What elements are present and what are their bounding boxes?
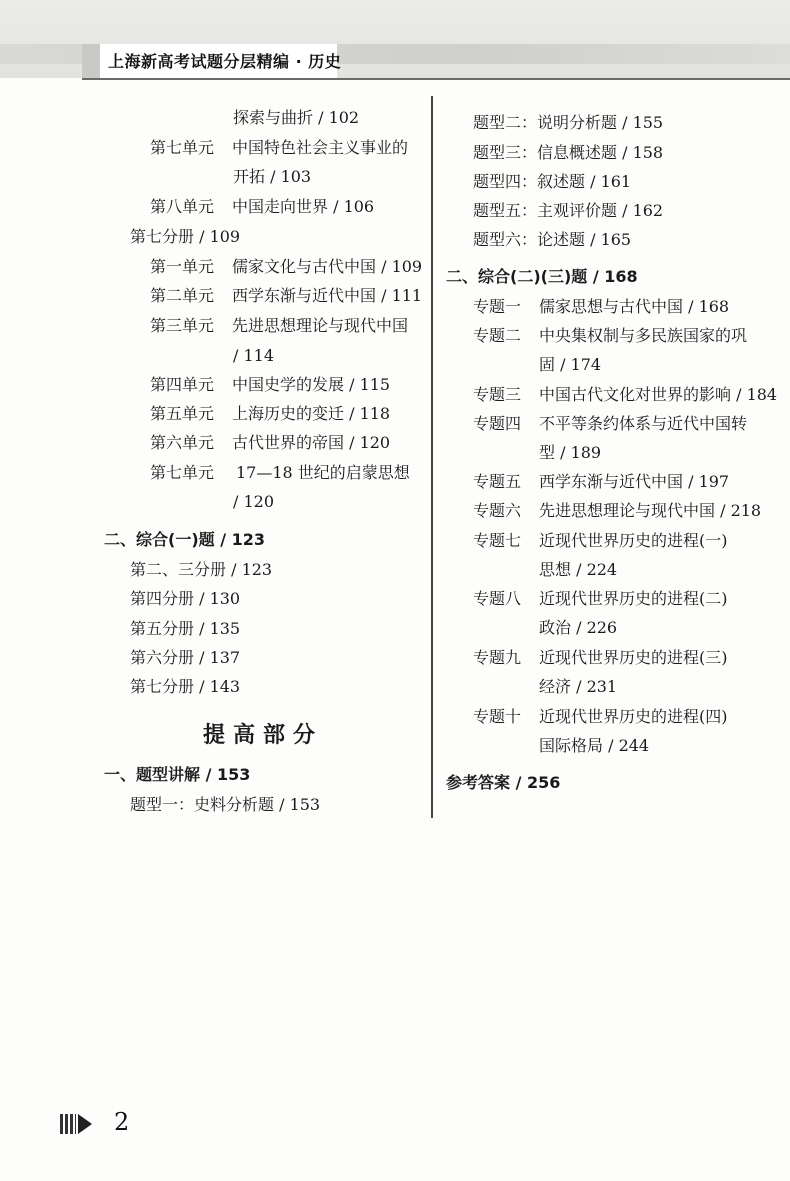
topic-title: 近现代世界历史的进程(四) bbox=[539, 707, 728, 726]
topic-label: 专题三 bbox=[473, 385, 522, 404]
topic-title: 中国古代文化对世界的影响 / 184 bbox=[539, 385, 778, 404]
toc-entry bbox=[473, 385, 777, 405]
topic-title: 近现代世界历史的进程(三) bbox=[539, 648, 728, 667]
toc-entry bbox=[473, 648, 728, 668]
toc-entry bbox=[473, 297, 729, 317]
unit-label: 第八单元 bbox=[150, 197, 215, 216]
topic-title: 近现代世界历史的进程(一) bbox=[539, 531, 728, 550]
toc-entry bbox=[150, 316, 408, 336]
unit-title: 上海历史的变迁 / 118 bbox=[232, 404, 391, 423]
toc-entry: 题型六：论述题 / 165 bbox=[473, 230, 632, 249]
column-divider bbox=[431, 96, 433, 818]
toc-entry: 开拓 / 103 bbox=[233, 167, 312, 186]
volume-entry: 第二、三分册 / 123 bbox=[130, 560, 273, 579]
toc-entry: 经济 / 231 bbox=[539, 677, 618, 696]
toc-entry bbox=[150, 433, 390, 453]
unit-title: 17—18 世纪的启蒙思想 bbox=[236, 463, 410, 482]
unit-title: 儒家文化与古代中国 / 109 bbox=[232, 257, 423, 276]
page-marker-bars bbox=[60, 1114, 76, 1134]
toc-entry bbox=[473, 531, 728, 551]
toc-entry bbox=[150, 138, 408, 158]
toc-entry: / 114 bbox=[233, 346, 275, 365]
toc-entry: 国际格局 / 244 bbox=[539, 736, 650, 755]
toc-entry: 题型五：主观评价题 / 162 bbox=[473, 201, 664, 220]
unit-title: 中国走向世界 / 106 bbox=[232, 197, 375, 216]
toc-entry bbox=[150, 463, 410, 483]
toc-entry bbox=[150, 197, 374, 217]
toc-entry bbox=[150, 375, 390, 395]
toc-entry bbox=[473, 414, 747, 434]
toc-entry bbox=[473, 472, 729, 492]
topic-title: 儒家思想与古代中国 / 168 bbox=[539, 297, 730, 316]
topic-label: 专题十 bbox=[473, 707, 522, 726]
topic-label: 专题二 bbox=[473, 326, 522, 345]
volume-entry: 第七分册 / 143 bbox=[130, 677, 241, 696]
toc-entry bbox=[473, 326, 747, 346]
unit-label: 第二单元 bbox=[150, 286, 215, 305]
unit-label: 第三单元 bbox=[150, 316, 215, 335]
topic-title: 近现代世界历史的进程(二) bbox=[539, 589, 728, 608]
toc-entry: 题型一：史料分析题 / 153 bbox=[130, 795, 321, 814]
topic-label: 专题九 bbox=[473, 648, 522, 667]
toc-entry: 题型二：说明分析题 / 155 bbox=[473, 113, 664, 132]
toc-entry bbox=[473, 589, 728, 609]
topic-title: 西学东渐与近代中国 / 197 bbox=[539, 472, 730, 491]
topic-title: 先进思想理论与现代中国 / 218 bbox=[539, 501, 762, 520]
toc-entry: 固 / 174 bbox=[539, 355, 602, 374]
unit-title: 中国特色社会主义事业的 bbox=[232, 138, 409, 157]
toc-entry bbox=[150, 257, 422, 277]
part-title: 提高部分 bbox=[203, 722, 324, 748]
section-heading: 二、综合(二)(三)题 / 168 bbox=[446, 267, 638, 286]
running-header-title: 上海新高考试题分层精编 · 历史 bbox=[108, 52, 342, 71]
toc-entry: 探索与曲折 / 102 bbox=[233, 108, 360, 127]
unit-title: 中国史学的发展 / 115 bbox=[232, 375, 391, 394]
toc-entry bbox=[473, 707, 728, 727]
toc-entry: 题型四：叙述题 / 161 bbox=[473, 172, 632, 191]
topic-label: 专题四 bbox=[473, 414, 522, 433]
volume-entry: 第七分册 / 109 bbox=[130, 227, 241, 246]
topic-label: 专题六 bbox=[473, 501, 522, 520]
unit-label: 第七单元 bbox=[150, 138, 215, 157]
section-heading: 一、题型讲解 / 153 bbox=[104, 765, 251, 784]
unit-label: 第五单元 bbox=[150, 404, 215, 423]
volume-entry: 第五分册 / 135 bbox=[130, 619, 241, 638]
toc-entry: 思想 / 224 bbox=[539, 560, 618, 579]
unit-label: 第七单元 bbox=[150, 463, 215, 482]
header-rule bbox=[82, 78, 790, 80]
toc-entry bbox=[150, 286, 422, 306]
unit-title: 先进思想理论与现代中国 bbox=[232, 316, 409, 335]
toc-entry: 政治 / 226 bbox=[539, 618, 618, 637]
toc-entry bbox=[473, 501, 761, 521]
unit-title: 西学东渐与近代中国 / 111 bbox=[232, 286, 423, 305]
topic-label: 专题七 bbox=[473, 531, 522, 550]
page-number: 2 bbox=[114, 1108, 130, 1136]
volume-entry: 第六分册 / 137 bbox=[130, 648, 241, 667]
toc-entry: 题型三：信息概述题 / 158 bbox=[473, 143, 664, 162]
topic-label: 专题一 bbox=[473, 297, 522, 316]
topic-title: 不平等条约体系与近代中国转 bbox=[539, 414, 748, 433]
volume-entry: 第四分册 / 130 bbox=[130, 589, 241, 608]
unit-label: 第一单元 bbox=[150, 257, 215, 276]
page-arrow-icon bbox=[78, 1114, 92, 1134]
topic-title: 中央集权制与多民族国家的巩 bbox=[539, 326, 748, 345]
topic-label: 专题八 bbox=[473, 589, 522, 608]
topic-label: 专题五 bbox=[473, 472, 522, 491]
unit-label: 第四单元 bbox=[150, 375, 215, 394]
section-heading: 参考答案 / 256 bbox=[446, 773, 561, 792]
toc-entry: / 120 bbox=[233, 492, 275, 511]
unit-title: 古代世界的帝国 / 120 bbox=[232, 433, 391, 452]
section-heading: 二、综合(一)题 / 123 bbox=[104, 530, 266, 549]
toc-entry bbox=[150, 404, 390, 424]
unit-label: 第六单元 bbox=[150, 433, 215, 452]
toc-entry: 型 / 189 bbox=[539, 443, 602, 462]
